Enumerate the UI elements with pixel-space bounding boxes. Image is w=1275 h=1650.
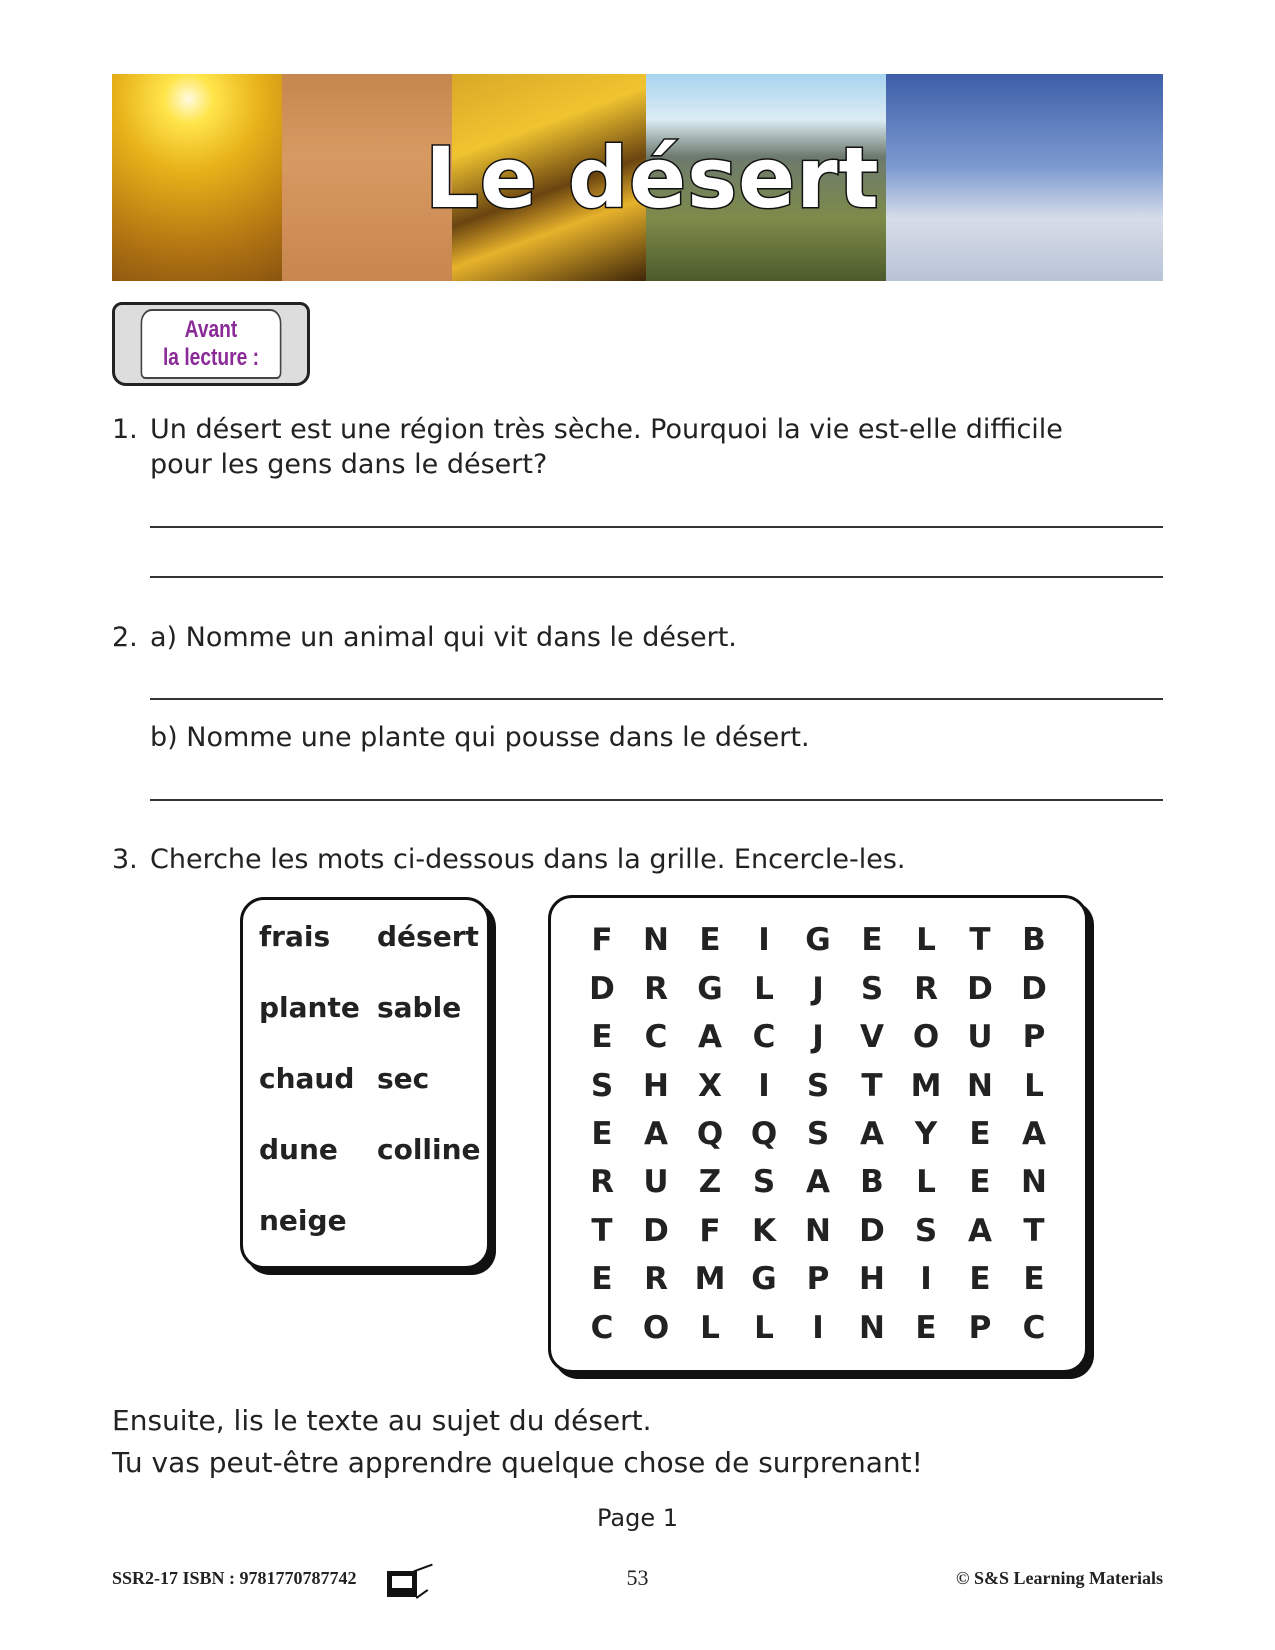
footer-page-number: 53 xyxy=(626,1565,649,1590)
word: frais xyxy=(259,920,331,953)
question-1-text: Un désert est une région très sèche. Pourquoi la vie est-elle difficile xyxy=(150,414,1063,445)
word-search-grid xyxy=(548,895,1088,1373)
grid-letter[interactable]: O xyxy=(912,1019,940,1056)
word: colline xyxy=(377,1133,481,1166)
grid-letter[interactable]: H xyxy=(859,1261,885,1298)
grid-letter[interactable]: D xyxy=(859,1212,885,1249)
grid-letter[interactable]: P xyxy=(806,1261,830,1298)
word-list xyxy=(240,897,490,1269)
grid-letter[interactable]: Q xyxy=(750,1115,778,1152)
grid-letter[interactable]: G xyxy=(805,922,831,959)
grid-letter[interactable]: S xyxy=(752,1164,776,1201)
grid-letter[interactable]: D xyxy=(643,1212,669,1249)
grid-letter[interactable]: B xyxy=(1022,922,1046,959)
word: dune xyxy=(259,1133,338,1166)
grid-letter[interactable]: E xyxy=(591,1261,613,1298)
grid-letter[interactable]: A xyxy=(644,1115,668,1152)
grid-letter[interactable]: R xyxy=(914,970,938,1007)
grid-letter[interactable]: M xyxy=(694,1261,726,1298)
grid-letter[interactable]: S xyxy=(806,1067,830,1104)
grid-letter[interactable]: R xyxy=(590,1164,614,1201)
page-title: Le désert xyxy=(425,128,880,227)
grid-letter[interactable]: A xyxy=(1022,1115,1046,1152)
grid-letter[interactable]: F xyxy=(699,1212,721,1249)
grid-letter[interactable]: E xyxy=(591,1115,613,1152)
grid-letter[interactable]: N xyxy=(643,922,669,959)
grid-letter[interactable]: A xyxy=(806,1164,830,1201)
grid-letter[interactable]: R xyxy=(644,970,668,1007)
grid-letter[interactable]: L xyxy=(1024,1067,1044,1104)
question-2-number: 2. xyxy=(112,622,138,653)
answer-line[interactable] xyxy=(150,799,1163,801)
grid-letter[interactable]: D xyxy=(589,970,615,1007)
grid-letter[interactable]: T xyxy=(969,922,991,959)
grid-letter[interactable]: Q xyxy=(696,1115,724,1152)
word: neige xyxy=(259,1204,347,1237)
grid-letter[interactable]: Y xyxy=(914,1115,938,1152)
grid-letter[interactable]: S xyxy=(590,1067,614,1104)
grid-letter[interactable]: J xyxy=(812,970,824,1007)
grid-letter[interactable]: S xyxy=(914,1212,938,1249)
grid-letter[interactable]: E xyxy=(969,1164,991,1201)
grid-letter[interactable]: T xyxy=(861,1067,883,1104)
closing-line-1: Ensuite, lis le texte au sujet du désert. xyxy=(112,1404,652,1437)
answer-line[interactable] xyxy=(150,698,1163,700)
grid-letter[interactable]: L xyxy=(754,970,774,1007)
grid-letter[interactable]: G xyxy=(697,970,723,1007)
grid-letter[interactable]: F xyxy=(591,922,613,959)
grid-letter[interactable]: I xyxy=(758,1067,770,1104)
grid-letter[interactable]: L xyxy=(754,1309,774,1346)
grid-letter[interactable]: M xyxy=(910,1067,942,1104)
grid-letter[interactable]: N xyxy=(859,1309,885,1346)
grid-letter[interactable]: A xyxy=(860,1115,884,1152)
grid-letter[interactable]: P xyxy=(968,1309,992,1346)
question-3-text: Cherche les mots ci-dessous dans la grille. Encercle-les. xyxy=(150,844,906,875)
grid-letter[interactable]: N xyxy=(805,1212,831,1249)
badge-line-1: Avant xyxy=(184,316,238,343)
grid-letter[interactable]: Z xyxy=(698,1164,722,1201)
grid-letter[interactable]: O xyxy=(642,1309,670,1346)
word: sec xyxy=(377,1062,430,1095)
question-1-text-cont: pour les gens dans le désert? xyxy=(150,449,548,480)
grid-letter[interactable]: T xyxy=(1023,1212,1045,1249)
grid-letter[interactable]: E xyxy=(861,922,883,959)
grid-letter[interactable]: L xyxy=(700,1309,720,1346)
grid-letter[interactable]: C xyxy=(644,1019,668,1056)
grid-letter[interactable]: L xyxy=(916,1164,936,1201)
grid-letter[interactable]: U xyxy=(967,1019,993,1056)
grid-letter[interactable]: E xyxy=(915,1309,937,1346)
grid-letter[interactable]: E xyxy=(1023,1261,1045,1298)
grid-letter[interactable]: N xyxy=(1021,1164,1047,1201)
grid-letter[interactable]: A xyxy=(698,1019,722,1056)
grid-letter[interactable]: E xyxy=(591,1019,613,1056)
grid-letter[interactable]: S xyxy=(860,970,884,1007)
question-3-number: 3. xyxy=(112,844,138,875)
answer-line[interactable] xyxy=(150,526,1163,528)
closing-line-2: Tu vas peut-être apprendre quelque chose de surprenant! xyxy=(112,1446,923,1479)
grid-letter[interactable]: E xyxy=(699,922,721,959)
grid-letter[interactable]: C xyxy=(1022,1309,1046,1346)
question-1-number: 1. xyxy=(112,414,138,445)
answer-line[interactable] xyxy=(150,576,1163,578)
badge-line-2: la lecture : xyxy=(162,344,260,371)
grid-letter[interactable]: S xyxy=(806,1115,830,1152)
grid-letter[interactable]: V xyxy=(860,1019,884,1056)
footer-isbn: SSR2-17 ISBN : 9781770787742 xyxy=(112,1568,357,1588)
question-2a-text: a) Nomme un animal qui vit dans le désert. xyxy=(150,622,737,653)
grid-letter[interactable]: X xyxy=(698,1067,722,1104)
grid-letter[interactable]: T xyxy=(591,1212,613,1249)
grid-letter[interactable]: K xyxy=(751,1212,777,1249)
before-reading-badge xyxy=(112,302,310,386)
grid-letter[interactable]: G xyxy=(751,1261,777,1298)
grid-letter[interactable]: E xyxy=(969,1261,991,1298)
grid-letter[interactable]: E xyxy=(969,1115,991,1152)
grid-letter[interactable]: I xyxy=(812,1309,824,1346)
grid-letter[interactable]: N xyxy=(967,1067,993,1104)
grid-letter[interactable]: H xyxy=(643,1067,669,1104)
question-2b-text: b) Nomme une plante qui pousse dans le désert. xyxy=(150,722,810,753)
grid-letter[interactable]: I xyxy=(758,922,770,959)
word: chaud xyxy=(259,1062,355,1095)
word: désert xyxy=(377,920,479,953)
grid-letter[interactable]: B xyxy=(860,1164,884,1201)
grid-letter[interactable]: D xyxy=(967,970,993,1007)
word: sable xyxy=(377,991,462,1024)
grid-letter[interactable]: U xyxy=(643,1164,669,1201)
grid-letter[interactable]: J xyxy=(812,1019,824,1056)
grid-letter[interactable]: D xyxy=(1021,970,1047,1007)
grid-letter[interactable]: C xyxy=(590,1309,614,1346)
grid-letter[interactable]: R xyxy=(644,1261,668,1298)
grid-letter[interactable]: P xyxy=(1022,1019,1046,1056)
grid-letter[interactable]: A xyxy=(968,1212,992,1249)
grid-letter[interactable]: C xyxy=(752,1019,776,1056)
page-label: Page 1 xyxy=(597,1504,678,1532)
grid-letter[interactable]: I xyxy=(920,1261,932,1298)
footer-copyright: © S&S Learning Materials xyxy=(956,1568,1163,1588)
word: plante xyxy=(259,991,360,1024)
grid-letter[interactable]: L xyxy=(916,922,936,959)
